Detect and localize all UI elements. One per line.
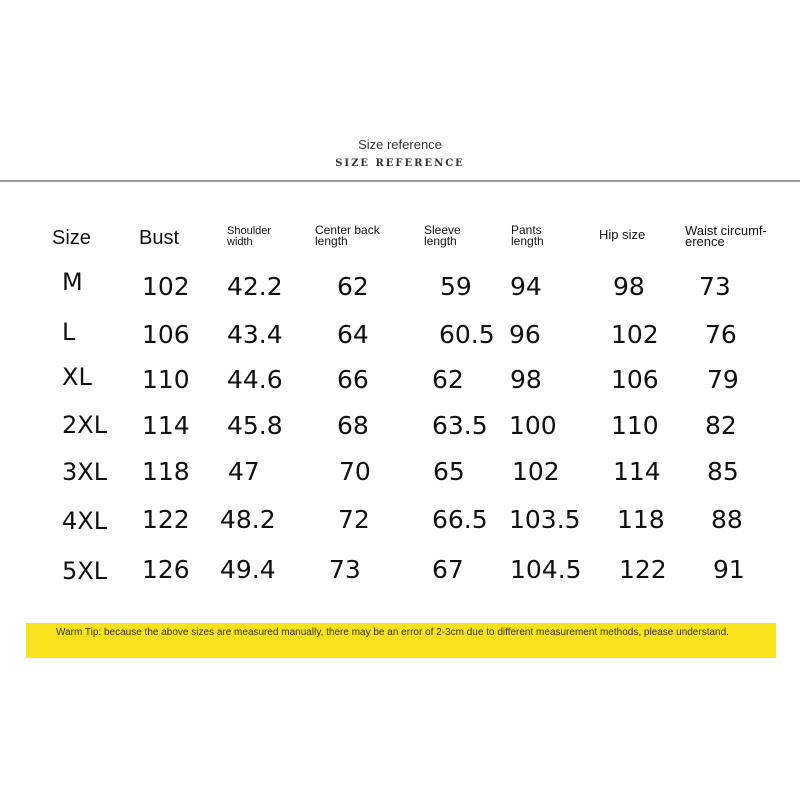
cell-sleeve: 67 (432, 555, 464, 584)
column-header-sleeve-line-1: Sleeve (424, 223, 461, 237)
column-header-pants-line-1: Pants (511, 223, 542, 237)
cell-shoulder: 45.8 (227, 411, 283, 440)
cell-bust: 126 (142, 555, 190, 584)
divider (0, 180, 800, 182)
cell-sleeve: 65 (433, 457, 465, 486)
cell-hip: 98 (613, 272, 645, 301)
cell-shoulder: 42.2 (227, 272, 283, 301)
column-header-pants-line-2: length (511, 234, 544, 248)
page-title: Size reference (358, 137, 442, 152)
cell-hip: 106 (611, 365, 659, 394)
cell-hip: 118 (617, 505, 665, 534)
row-size-xl: XL (62, 363, 92, 391)
column-header-bust: Bust (139, 227, 180, 249)
cell-bust: 122 (142, 505, 190, 534)
cell-bust: 106 (142, 320, 190, 349)
warm-tip-text: Warm Tip: because the above sizes are measured manually, there may be an error of 2-3cm due to different measurement methods, please understand. (56, 627, 729, 638)
column-header-sleeve (424, 225, 461, 247)
cell-center-back: 72 (338, 505, 370, 534)
cell-pants: 96 (509, 320, 541, 349)
row-size-4xl: 4XL (62, 507, 108, 535)
row-size-3xl: 3XL (62, 458, 108, 486)
cell-sleeve: 66.5 (432, 505, 488, 534)
cell-waist: 88 (711, 505, 743, 534)
cell-hip: 102 (611, 320, 659, 349)
cell-shoulder: 48.2 (220, 505, 276, 534)
cell-bust: 102 (142, 272, 190, 301)
cell-pants: 94 (510, 272, 542, 301)
cell-bust: 118 (142, 457, 190, 486)
column-header-pants (511, 225, 544, 247)
cell-center-back: 68 (337, 411, 369, 440)
cell-center-back: 66 (337, 365, 369, 394)
column-header-waist (685, 225, 767, 247)
cell-hip: 110 (611, 411, 659, 440)
cell-shoulder: 44.6 (227, 365, 283, 394)
column-header-center-back-line-2: length (315, 234, 348, 248)
cell-pants: 104.5 (510, 555, 582, 584)
cell-center-back: 73 (329, 555, 361, 584)
cell-sleeve: 62 (432, 365, 464, 394)
column-header-size: Size (52, 227, 91, 249)
cell-pants: 103.5 (509, 505, 581, 534)
cell-sleeve: 63.5 (432, 411, 488, 440)
cell-hip: 122 (619, 555, 667, 584)
row-size-m: M (62, 268, 83, 296)
cell-pants: 100 (509, 411, 557, 440)
cell-center-back: 70 (339, 457, 371, 486)
row-size-l: L (62, 318, 76, 346)
row-size-2xl: 2XL (62, 411, 108, 439)
column-header-shoulder (227, 226, 271, 248)
cell-center-back: 62 (337, 272, 369, 301)
column-header-waist-line-2: erence (685, 234, 725, 249)
cell-shoulder: 43.4 (227, 320, 283, 349)
column-header-center-back (315, 225, 380, 247)
cell-bust: 110 (142, 365, 190, 394)
cell-shoulder: 47 (228, 457, 260, 486)
cell-waist: 76 (705, 320, 737, 349)
column-header-hip: Hip size (599, 227, 646, 242)
cell-waist: 91 (713, 555, 745, 584)
column-header-sleeve-line-2: length (424, 234, 457, 248)
cell-center-back: 64 (337, 320, 369, 349)
column-header-shoulder-line-1: Shoulder (227, 225, 272, 237)
row-size-5xl: 5XL (62, 557, 108, 585)
cell-bust: 114 (142, 411, 190, 440)
warm-tip-banner (26, 623, 776, 658)
cell-waist: 79 (707, 365, 739, 394)
column-header-shoulder-line-2: width (227, 236, 253, 248)
cell-sleeve: 60.5 (439, 320, 495, 349)
cell-waist: 73 (699, 272, 731, 301)
cell-hip: 114 (613, 457, 661, 486)
page-subtitle: SIZE REFERENCE (335, 158, 465, 169)
page-header (0, 137, 800, 169)
cell-waist: 82 (705, 411, 737, 440)
column-header-waist-line-1: Waist circumf- (685, 223, 767, 238)
column-header-center-back-line-1: Center back (315, 223, 380, 237)
cell-pants: 102 (512, 457, 560, 486)
cell-pants: 98 (510, 365, 542, 394)
cell-sleeve: 59 (440, 272, 472, 301)
cell-waist: 85 (707, 457, 739, 486)
cell-shoulder: 49.4 (220, 555, 276, 584)
